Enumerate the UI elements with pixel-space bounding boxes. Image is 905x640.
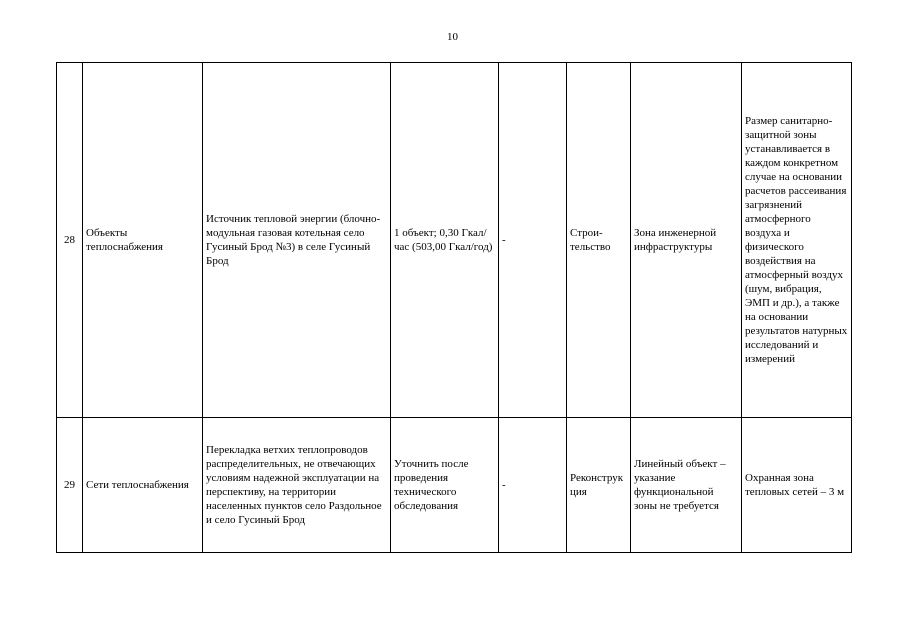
object-description-cell: Источник тепловой энергии (блочно-модульная газовая котельная село Гусиный Брод №3) в селе Гусиный Брод (203, 63, 391, 418)
status-cell: Реконструкция (567, 418, 631, 553)
restriction-zone-cell: Охранная зона тепловых сетей – 3 м (742, 418, 852, 553)
page-number: 10 (447, 31, 458, 43)
object-name-cell: Сети теплоснабжения (83, 418, 203, 553)
table-row (57, 63, 852, 418)
status-cell: Строи- тельство (567, 63, 631, 418)
objects-table (56, 62, 852, 553)
row-number-cell: 28 (57, 63, 83, 418)
capacity-cell: 1 объект; 0,30 Гкал/час (503,00 Гкал/год) (391, 63, 499, 418)
functional-zone-cell: Зона инженерной инфраструктуры (631, 63, 742, 418)
capacity-cell: Уточнить после проведения технического обследования (391, 418, 499, 553)
table-row (57, 418, 852, 553)
object-name-cell: Объекты теплоснабжения (83, 63, 203, 418)
functional-zone-cell: Линейный объект – указание функциональной зоны не требуется (631, 418, 742, 553)
dash-cell: - (499, 418, 567, 553)
row-number-cell: 29 (57, 418, 83, 553)
object-description-cell: Перекладка ветхих теплопроводов распределительных, не отвечающих условиям надежной эксплуатации на перспективу, на территории населенных пунктов село Раздольное и село Гусиный Брод (203, 418, 391, 553)
restriction-zone-cell: Размер санитарно- защитной зоны устанавливается в каждом конкретном случае на основании расчетов рассеивания загрязнений атмосферного воздуха и физического воздействия на атмосферный воздух (шум, вибрация, ЭМП и др.), а также на основании результатов натурных исследований и измерений (742, 63, 852, 418)
dash-cell: - (499, 63, 567, 418)
